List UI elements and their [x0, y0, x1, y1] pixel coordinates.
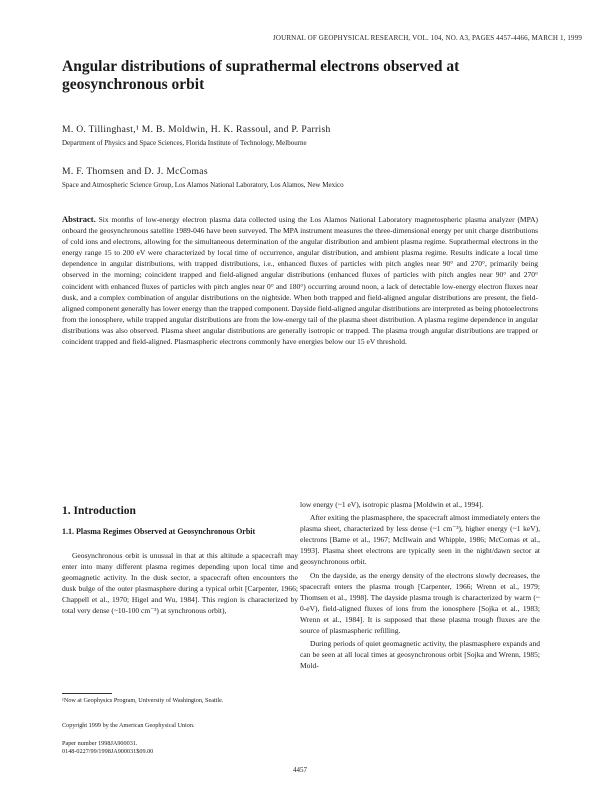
column-1-paragraph: Geosynchronous orbit is unusual in that at this altitude a spacecraft may enter into many different plasma regimes depending upon local time and geomagnetic activity. In the dusk sector, a spacecraft often encounters the dusk bulge of the outer plasmasphere during a typical orbit [Carpenter, 1966; Chappell et al., 1970; Higel and Wu, 1984]. This region is characterized by total very dense (~10-100 cm⁻³) at synchronous orbit),	[62, 551, 298, 615]
footnote: ¹Now at Geophysics Program, University of Washington, Seattle.	[62, 697, 224, 704]
paper-number-block	[62, 740, 153, 756]
column-2-paragraph-2: On the dayside, as the energy density of the electrons slowly decreases, the spacecraft enters the plasma trough [Carpenter, 1966; Wrenn et al., 1979; Thomsen et al., 1998]. The dayside plasma trough is characterized by warm (~ 0-eV), field-aligned fluxes of ions from the ionosphere [Sojka et al., 1983; Wrenn et al., 1984]. It is supposed that these plasma trough fluxes are the source of plasmaspheric refilling.	[300, 570, 540, 636]
affiliation-1: Department of Physics and Space Sciences, Florida Institute of Technology, Melbourne	[62, 139, 307, 147]
footnote-rule	[62, 693, 112, 694]
abstract-label: Abstract.	[62, 214, 96, 224]
subsection-heading: 1.1. Plasma Regimes Observed at Geosynchronous Orbit	[62, 527, 256, 536]
abstract	[62, 214, 538, 347]
author-list-1: M. O. Tillinghast,¹ M. B. Moldwin, H. K. Rassoul, and P. Parrish	[62, 124, 331, 135]
section-heading: 1. Introduction	[62, 505, 136, 517]
affiliation-2: Space and Atmospheric Science Group, Los Alamos National Laboratory, Los Alamos, New Mexico	[62, 181, 344, 189]
paper-number: Paper number 1998JA900031.	[62, 740, 138, 747]
page-number: 4457	[293, 766, 307, 774]
copyright-notice: Copyright 1999 by the American Geophysical Union.	[62, 722, 195, 729]
running-header: JOURNAL OF GEOPHYSICAL RESEARCH, VOL. 104, NO. A3, PAGES 4457-4466, MARCH 1, 1999	[273, 34, 582, 42]
column-2-paragraph-3: During periods of quiet geomagnetic activity, the plasmasphere expands and can be seen at all local times at geosynchronous orbit [Sojka and Wrenn, 1985; Mold-	[300, 639, 540, 671]
paper-title: Angular distributions of suprathermal electrons observed at geosynchronous orbit	[62, 58, 460, 93]
column-2-paragraph-continuation: low energy (~1 eV), isotropic plasma [Moldwin et al., 1994].	[300, 500, 484, 509]
column-2-paragraph-1: After exiting the plasmasphere, the spacecraft almost immediately enters the plasma sheet, characterized by less dense (~1 cm⁻³), higher energy (~1 keV), electrons [Bame et al., 1967; McIlwain and Whipple, 1986; McComas et al., 1993]. Plasma sheet electrons are typically seen in the night/dawn sector at geosynchronous orbit.	[300, 513, 540, 567]
abstract-text: Six months of low-energy electron plasma data collected using the Los Alamos National Laboratory magnetospheric plasma analyzer (MPA) onboard the geosynchronous satellite 1989-046 have been surveyed. The MPA instrument measures the three-dimensional energy per unit charge distributions of cold ions and electrons, allowing for the simultaneous determination of the angular distribution and ambient plasma regime. Suprathermal electrons in the energy range 15 to 200 eV were characterized by local time of occurrence, angular distribution, and ambient plasma regime. Results indicate a local time dependence in angular distributions, with trapped distributions, i.e., enhanced fluxes of particles with pitch angles near 90° and 270°, primarily being observed in the morning; coincident trapped and field-aligned angular distributions (enhanced fluxes of particles with pitch angles near 90° and 270° coincident with enhanced fluxes of particles with pitch angles near 0° and 180°) occurring around noon, a lack of detectable low-energy electron fluxes near dusk, and a complex combination of angular distributions on the nightside. When both trapped and field-aligned angular distributions are present, the field-aligned component generally has lower energy than the trapped component. Dayside field-aligned angular distributions are interpreted as being photoelectrons from the ionosphere, while trapped angular distributions are from the low-energy tail of the plasma sheet distribution. A plasma regime dependence in angular distributions was also observed. Plasma sheet angular distributions are generally isotropic or trapped. The plasma trough angular distributions are trapped or coincident trapped and field-aligned. Plasmaspheric electrons commonly have energies below our 15 eV threshold.	[62, 215, 539, 347]
paper-code: 0148-0227/99/1998JA900031$09.00	[62, 748, 154, 755]
author-list-2: M. F. Thomsen and D. J. McComas	[62, 166, 208, 177]
column-2	[300, 499, 540, 673]
